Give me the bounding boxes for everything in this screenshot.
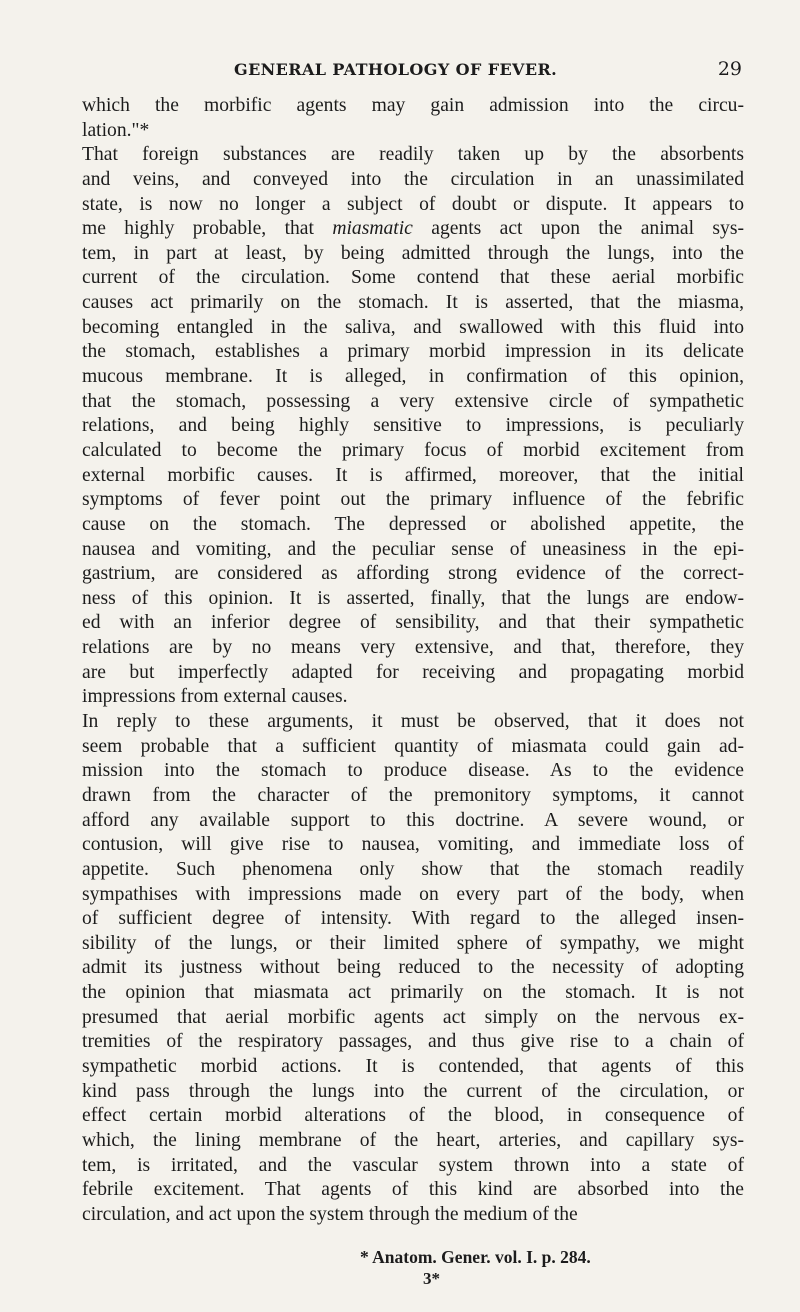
italic-emphasis: miasmatic — [332, 218, 413, 240]
text-line: ness of this opinion. It is asserted, finally, that the lungs are endow- — [82, 587, 744, 609]
text-line: mission into the stomach to produce disease. As to the evidence — [82, 760, 744, 782]
text-line: state, is now no longer a subject of doubt or dispute. It appears to — [82, 193, 744, 215]
text-line: gastrium, are considered as affording strong evidence of the correct- — [82, 563, 744, 585]
running-head-title: GENERAL PATHOLOGY OF FEVER. — [234, 60, 558, 79]
text-line: external morbific causes. It is affirmed, moreover, that the initial — [82, 464, 744, 486]
text-line: febrile excitement. That agents of this kind are absorbed into the — [82, 1179, 744, 1201]
text-line: the stomach, establishes a primary morbid impression in its delicate — [82, 341, 744, 363]
text-line: appetite. Such phenomena only show that the stomach readily — [82, 858, 744, 880]
text-line: tem, is irritated, and the vascular system thrown into a state of — [82, 1154, 744, 1176]
text-line: mucous membrane. It is alleged, in confirmation of this opinion, — [82, 366, 744, 388]
page-number: 29 — [717, 58, 742, 80]
text-line: That foreign substances are readily taken up by the absorbents — [82, 144, 744, 166]
signature-mark: 3* — [423, 1269, 440, 1288]
text-line: lation."* — [82, 119, 150, 141]
text-line: admit its justness without being reduced to the necessity of adopting — [82, 957, 744, 979]
body-text — [82, 94, 744, 1227]
text-line: calculated to become the primary focus of morbid excitement from — [82, 439, 744, 461]
text-line: sympathetic morbid actions. It is contended, that agents of this — [82, 1055, 744, 1077]
text-line: sibility of the lungs, or their limited sphere of sympathy, we might — [82, 932, 744, 954]
text-line: cause on the stomach. The depressed or abolished appetite, the — [82, 513, 744, 535]
text-line: seem probable that a sufficient quantity of miasmata could gain ad- — [82, 735, 744, 757]
running-head — [80, 60, 742, 84]
text-line: which the morbific agents may gain admission into the circu- — [82, 95, 744, 116]
text-line: afford any available support to this doctrine. A severe wound, or — [82, 809, 744, 831]
text-line: presumed that aerial morbific agents act simply on the nervous ex- — [82, 1006, 744, 1028]
text-line: are but imperfectly adapted for receiving and propagating morbid — [82, 661, 744, 683]
text-line: becoming entangled in the saliva, and swallowed with this fluid into — [82, 316, 744, 338]
text-line: tremities of the respiratory passages, and thus give rise to a chain of — [82, 1031, 744, 1053]
text-line: drawn from the character of the premonitory symptoms, it cannot — [82, 784, 744, 806]
text-line: me highly probable, that miasmatic agents act upon the animal sys- — [82, 218, 744, 240]
text-line: contusion, will give rise to nausea, vomiting, and immediate loss of — [82, 834, 744, 856]
text-line: current of the circulation. Some contend that these aerial morbific — [82, 267, 744, 289]
text-line: relations, and being highly sensitive to impressions, is peculiarly — [82, 415, 744, 437]
text-line: of sufficient degree of intensity. With regard to the alleged insen- — [82, 908, 744, 930]
text-line: In reply to these arguments, it must be observed, that it does not — [82, 711, 744, 733]
text-line: relations are by no means very extensive, and that, therefore, they — [82, 637, 744, 659]
text-line: sympathises with impressions made on every part of the body, when — [82, 883, 744, 905]
text-line: nausea and vomiting, and the peculiar sense of uneasiness in the epi- — [82, 538, 744, 560]
text-line: that the stomach, possessing a very extensive circle of sympathetic — [82, 390, 744, 412]
text-line: causes act primarily on the stomach. It is asserted, that the miasma, — [82, 292, 744, 314]
text-line: the opinion that miasmata act primarily on the stomach. It is not — [82, 982, 744, 1004]
text-line: and veins, and conveyed into the circulation in an unassimilated — [82, 168, 744, 190]
text-line: tem, in part at least, by being admitted through the lungs, into the — [82, 242, 744, 264]
text-line: circulation, and act upon the system through the medium of the — [82, 1203, 578, 1225]
text-line: impressions from external causes. — [82, 686, 348, 708]
text-line: kind pass through the lungs into the current of the circulation, or — [82, 1080, 744, 1102]
text-line: symptoms of fever point out the primary influence of the febrific — [82, 489, 744, 511]
footnote: * Anatom. Gener. vol. I. p. 284. — [360, 1247, 591, 1267]
text-line: ed with an inferior degree of sensibility, and that their sympathetic — [82, 612, 744, 634]
text-line: effect certain morbid alterations of the blood, in consequence of — [82, 1105, 744, 1127]
text-line: which, the lining membrane of the heart, arteries, and capillary sys- — [82, 1129, 744, 1151]
